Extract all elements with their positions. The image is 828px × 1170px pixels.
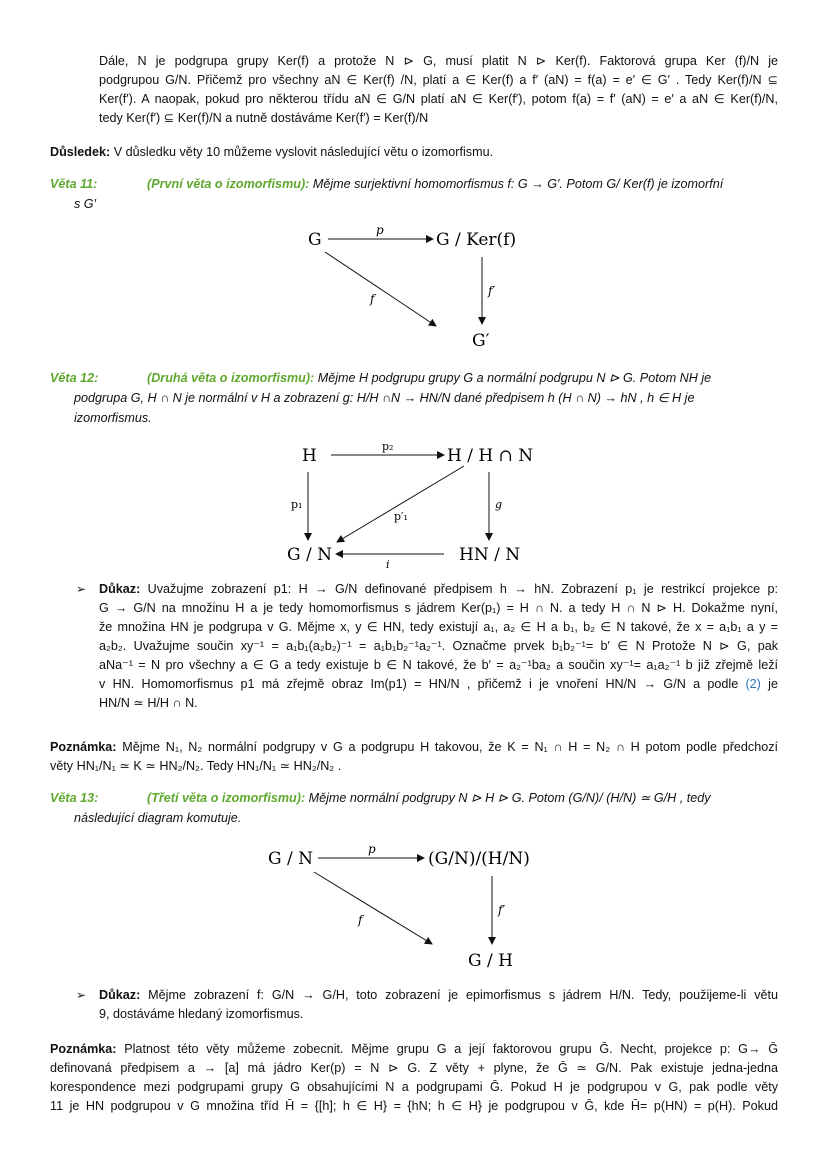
theorem-11 <box>50 174 778 214</box>
node-G: G <box>308 230 322 250</box>
label-p1-prime: p′₁ <box>394 510 408 523</box>
text-line: Poznámka: Platnost této věty můžeme zobecnit. Mějme grupu G a její faktorovou grupu Ḡ. Necht, projekce p: G→ Ḡ <box>50 1042 778 1056</box>
theorem-text: Mějme surjektivní homomorfismus f: G → G′. Potom G/ Ker(f) je izomorfní <box>309 177 724 191</box>
text-line: 11 je HN podgrupou v G množina tříd H̄ = {[h]; h ∈ H} = {hN; h ∈ H} je podgrupou v Ḡ, kde H̄= p(HN) = p(H). Pokud <box>50 1099 778 1113</box>
text-line: HN/N ≃ H/H ∩ N. <box>99 696 198 710</box>
label-i: i <box>386 558 390 571</box>
label-f: f <box>358 913 363 927</box>
arrow-p1-prime <box>337 466 464 542</box>
node-G-H: G / H <box>468 951 513 971</box>
theorem-label: Věta 12: <box>50 371 99 385</box>
corollary-paragraph <box>50 143 778 162</box>
label-p: p <box>368 842 376 856</box>
node-G-prime: G′ <box>472 331 490 351</box>
text-line: Důkaz: Mějme zobrazení f: G/N → G/H, toto zobrazení je epimorfismus s jádrem H/N. Tedy, použijeme-li větu <box>99 988 778 1002</box>
text-line: podgrupou G/N. Přičemž pro všechny aN ∈ Ker(f) /N, platí a ∈ Ker(f) a f′ (aN) = f(a) = e′ ∈ G′ . Tedy Ker(f)/N ⊆ <box>99 73 778 87</box>
commutative-diagram-1 <box>290 220 550 355</box>
text-line: věty HN₁/N₁ ≃ K ≃ HN₂/N₂. Tedy HN₁/N₁ ≃ HN₂/N₂ . <box>50 759 342 773</box>
text-line: aNa⁻¹ = N pro všechny a ∈ G a tedy existuje b ∈ N takové, že b′ = a₂⁻¹ba₂ a součin xy⁻¹= a₁a₂⁻¹ b již zřejmě leží <box>99 658 778 672</box>
node-G-N: G / N <box>268 849 313 869</box>
text-line: tedy Ker(f′) ⊆ Ker(f)/N a nutně dostáváme Ker(f′) = Ker(f)/N <box>99 111 429 125</box>
text-line: 9, dostáváme hledaný izomorfismus. <box>99 1007 304 1021</box>
proof-label: Důkaz: <box>99 988 141 1002</box>
node-GN-HN: (G/N)/(H/N) <box>428 849 530 869</box>
text-line: v HN. Homomorfismus p1 má zřejmě obraz Im(p1) = HN/N , přičemž i je vnoření HN/N → G/N a podle (2) je <box>99 677 778 691</box>
theorem-text: podgrupa G, H ∩ N je normální v H a zobrazení g: H/H ∩N → HN/N dané předpisem h (H ∩ N) → hN , h ∈ H je <box>74 391 695 405</box>
text-line: definovaná předpisem a → [a] má jádro Ker(p) = N ⊳ G. Z věty + plyne, že Ḡ ≃ G/N. Pak existuje jedna-jedna <box>50 1061 778 1075</box>
proof-paragraph-1 <box>99 580 778 713</box>
theorem-12 <box>50 368 778 428</box>
text-line: Důkaz: Uvažujme zobrazení p1: H → G/N definované předpisem h → hN. Zobrazení p₁ je restrikcí projekce p: <box>99 582 778 596</box>
node-G-ker: G / Ker(f) <box>436 230 517 250</box>
remark-paragraph-1 <box>50 738 778 776</box>
theorem-title: (Třetí věta o izomorfismu): <box>147 791 306 805</box>
label-p: p <box>376 223 384 237</box>
arrow-f <box>325 252 436 326</box>
arrow-f <box>314 872 432 944</box>
theorem-label: Věta 13: <box>50 791 99 805</box>
proof-label: Důkaz: <box>99 582 141 596</box>
intro-paragraph <box>99 52 778 128</box>
node-H-HN: H / H ∩ N <box>447 446 534 466</box>
node-G-N: G / N <box>287 545 332 565</box>
text-line: že množina HN je podgrupa v G. Mějme x, y ∈ HN, tedy existují a₁, a₂ ∈ H a b₁, b₂ ∈ N takové, že x = a₁b₁ a y = <box>99 620 778 634</box>
text-line: Poznámka: Mějme N₁, N₂ normální podgrupy v G a podgrupu H takovou, že K = N₁ ∩ H = N₂ ∩ H potom podle předchozí <box>50 740 778 754</box>
theorem-title: (Druhá věta o izomorfismu): <box>147 371 315 385</box>
commutative-diagram-3 <box>262 840 572 976</box>
text-line: a₂b₂. Uvažujme součin xy⁻¹ = a₁b₁(a₂b₂)⁻¹ = a₁b₁b₂⁻¹a₂⁻¹. Označme prvek b₁b₂⁻¹= b′ ∈ N Protože N ⊳ G, pak <box>99 639 778 653</box>
theorem-text: s G′ <box>74 197 96 211</box>
node-HN-N: HN / N <box>459 545 521 565</box>
remark-label: Poznámka: <box>50 1042 117 1056</box>
theorem-13 <box>50 788 778 828</box>
theorem-text: izomorfismus. <box>74 411 152 425</box>
theorem-text: následující diagram komutuje. <box>74 811 242 825</box>
theorem-title: (První věta o izomorfismu): <box>147 177 310 191</box>
reference-link[interactable]: (2) <box>745 677 761 691</box>
text-line: Ker(f′). A naopak, pokud pro některou třídu aN ∈ G/N platí aN ∈ Ker(f′), potom f(a) = f′ (aN) = e′ a aN ∈ Ker(f)/N, <box>99 92 778 106</box>
corollary-label: Důsledek: <box>50 145 111 159</box>
proof-paragraph-2 <box>99 986 778 1024</box>
theorem-label: Věta 11: <box>50 177 98 191</box>
corollary-text: V důsledku věty 10 můžeme vyslovit následující větu o izomorfismu. <box>110 145 494 159</box>
text-line: Dále, N je podgrupa grupy Ker(f) a protože N ⊳ G, musí platit N ⊳ Ker(f). Faktorová grupa Ker (f)/N je <box>99 54 778 68</box>
label-f-prime: f′ <box>498 903 506 917</box>
bullet-arrow-icon: ➢ <box>76 988 87 1002</box>
label-p2: p₂ <box>382 440 394 453</box>
node-H: H <box>302 446 317 466</box>
text-line: G → G/N na množinu H a je tedy homomorfismus s jádrem Ker(p₁) = H ∩ N. a tedy H ∩ N ⊳ H. Dokažme nyní, <box>99 601 778 615</box>
commutative-diagram-2 <box>284 436 554 572</box>
text-line: korespondence mezi podgrupami grupy G obsahujícími N a podgrupami Ḡ. Pokud H je podgrupou v G, pak podle věty <box>50 1080 778 1094</box>
label-f: f <box>370 292 375 306</box>
theorem-text: Mějme normální podgrupy N ⊳ H ⊳ G. Potom (G/N)/ (H/N) ≃ G/H , tedy <box>305 791 711 805</box>
remark-label: Poznámka: <box>50 740 117 754</box>
label-g: g <box>495 498 503 511</box>
theorem-text: Mějme H podgrupu grupy G a normální podgrupu N ⊳ G. Potom NH je <box>314 371 712 385</box>
label-f-prime: f′ <box>488 284 496 298</box>
label-p1: p₁ <box>291 498 303 511</box>
bullet-arrow-icon: ➢ <box>76 582 87 596</box>
remark-paragraph-2 <box>50 1040 778 1116</box>
